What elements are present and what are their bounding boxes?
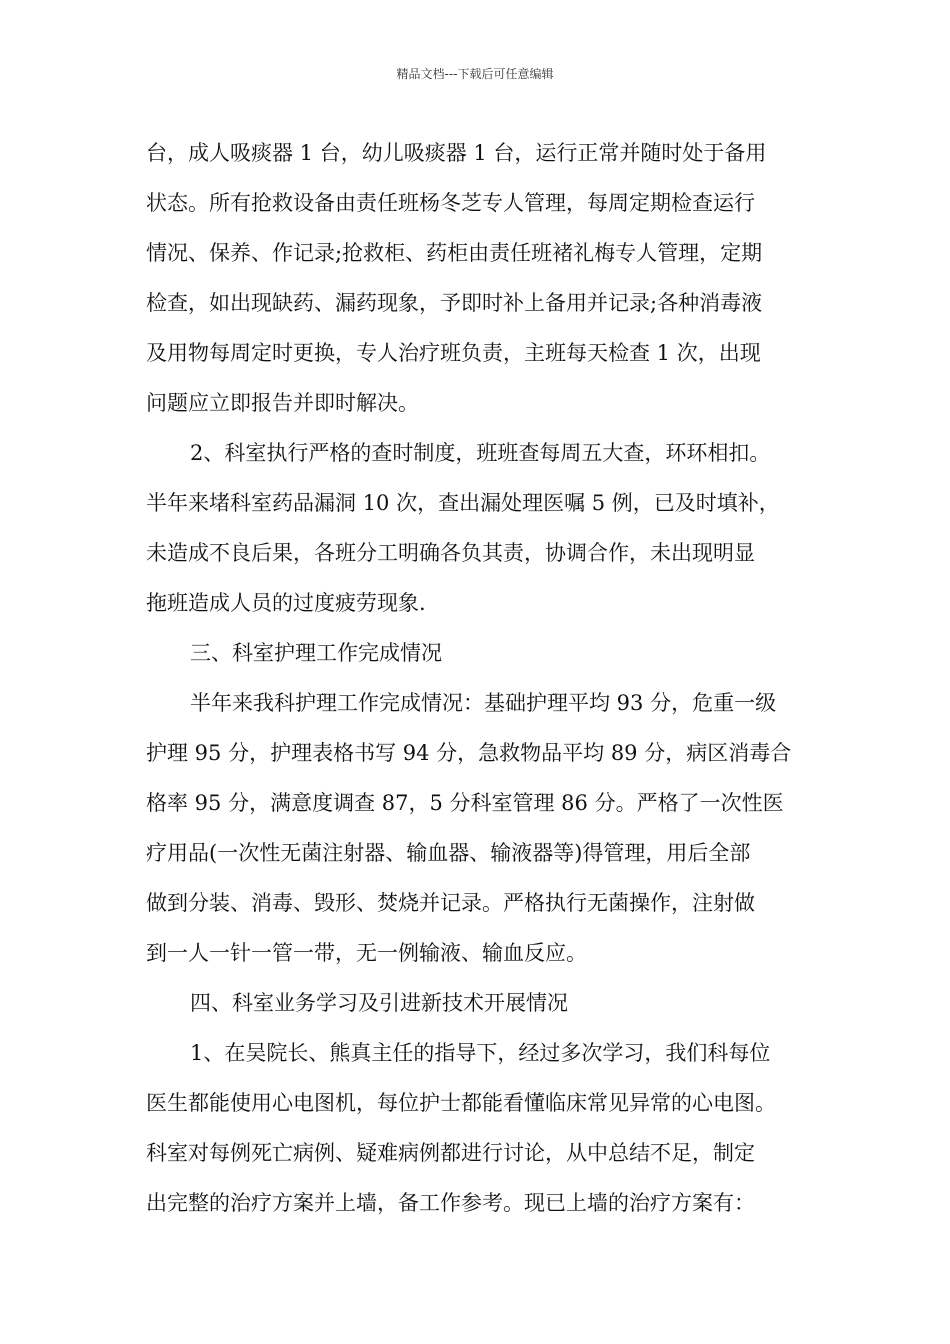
text-line: 出完整的治疗方案并上墙，备工作参考。现已上墙的治疗方案有： [146, 1191, 755, 1215]
text-line: 拖班造成人员的过度疲劳现象. [146, 591, 426, 615]
text-line: 格率 95 分，满意度调查 87，5 分科室管理 86 分。严格了一次性医 [146, 791, 784, 815]
page-header: 精品文档---下载后可任意编辑 [396, 67, 554, 81]
text-line: 护理 95 分，护理表格书写 94 分，急救物品平均 89 分，病区消毒合 [146, 741, 792, 765]
text-line: 医生都能使用心电图机，每位护士都能看懂临床常见异常的心电图。 [146, 1091, 776, 1115]
text-line: 情况、保养、作记录;抢救柜、药柜由责任班褚礼梅专人管理，定期 [146, 241, 763, 265]
text-line: 到一人一针一管一带，无一例输液、输血反应。 [146, 941, 587, 965]
paragraph-first-line: 半年来我科护理工作完成情况：基础护理平均 93 分，危重一级 [190, 691, 777, 715]
text-line: 问题应立即报告并即时解决。 [146, 391, 419, 415]
document-body [146, 128, 818, 1228]
text-line: 未造成不良后果，各班分工明确各负其责，协调合作，未出现明显 [146, 541, 755, 565]
paragraph-first-line: 2、科室执行严格的查时制度，班班查每周五大查，环环相扣。 [190, 441, 771, 465]
text-line: 半年来堵科室药品漏洞 10 次，查出漏处理医嘱 5 例，已及时填补， [146, 491, 780, 515]
text-line: 疗用品(一次性无菌注射器、输血器、输液器等)得管理，用后全部 [146, 841, 751, 865]
text-line: 做到分装、消毒、毁形、焚烧并记录。严格执行无菌操作，注射做 [146, 891, 755, 915]
text-line: 检查，如出现缺药、漏药现象，予即时补上备用并记录;各种消毒液 [146, 291, 763, 315]
paragraph-first-line: 1、在吴院长、熊真主任的指导下，经过多次学习，我们科每位 [190, 1041, 771, 1065]
text-line: 状态。所有抢救设备由责任班杨冬芝专人管理，每周定期检查运行 [146, 191, 755, 215]
text-line: 台，成人吸痰器 1 台，幼儿吸痰器 1 台，运行正常并随时处于备用 [146, 141, 767, 165]
text-line: 及用物每周定时更换，专人治疗班负责，主班每天检查 1 次，出现 [146, 341, 761, 365]
section-heading: 三、科室护理工作完成情况 [190, 641, 442, 665]
section-heading: 四、科室业务学习及引进新技术开展情况 [190, 991, 568, 1015]
text-line: 科室对每例死亡病例、疑难病例都进行讨论，从中总结不足，制定 [146, 1141, 755, 1165]
